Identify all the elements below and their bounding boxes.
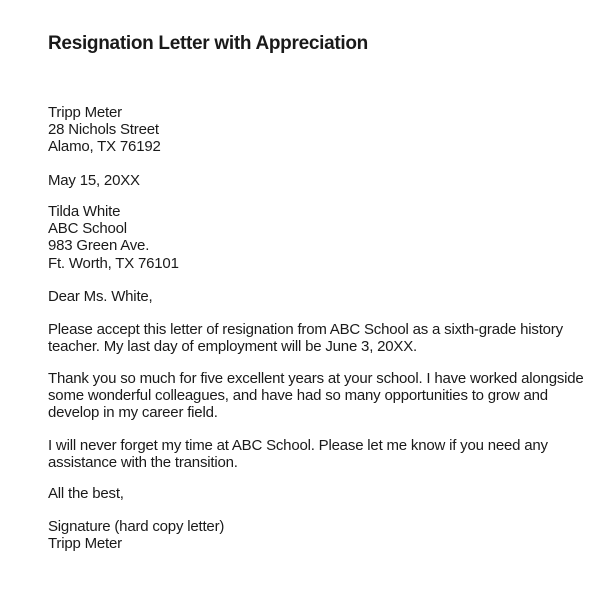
recipient-street: 983 Green Ave. xyxy=(48,237,150,255)
paragraph-line: assistance with the transition. xyxy=(48,454,238,472)
recipient-name: Tilda White xyxy=(48,203,121,220)
closing-block xyxy=(48,485,578,502)
signature-line: Signature (hard copy letter) xyxy=(48,518,225,535)
salutation-block xyxy=(48,288,578,305)
paragraph-1 xyxy=(48,321,578,355)
recipient-city: Ft. Worth, TX 76101 xyxy=(48,254,179,272)
sender-address xyxy=(48,104,578,156)
paragraph-line: Thank you so much for five excellent years at your school. I have worked alongside xyxy=(48,370,584,387)
recipient-organization: ABC School xyxy=(48,220,127,238)
paragraph-3 xyxy=(48,437,578,471)
sender-name: Tripp Meter xyxy=(48,104,122,121)
letter-date: May 15, 20XX xyxy=(48,172,140,189)
signer-name: Tripp Meter xyxy=(48,535,122,553)
document-title: Resignation Letter with Appreciation xyxy=(48,33,368,54)
signature-block xyxy=(48,518,578,552)
paragraph-line: I will never forget my time at ABC School. Please let me know if you need any xyxy=(48,437,548,454)
paragraph-line: develop in my career field. xyxy=(48,404,218,422)
letter-date-block xyxy=(48,172,578,189)
closing: All the best, xyxy=(48,485,124,502)
paragraph-line: Please accept this letter of resignation from ABC School as a sixth-grade history xyxy=(48,321,563,338)
paragraph-line: teacher. My last day of employment will be June 3, 20XX. xyxy=(48,338,417,356)
sender-city: Alamo, TX 76192 xyxy=(48,138,161,156)
recipient-address xyxy=(48,203,578,272)
paragraph-2 xyxy=(48,370,584,422)
paragraph-line: some wonderful colleagues, and have had so many opportunities to grow and xyxy=(48,387,548,405)
sender-street: 28 Nichols Street xyxy=(48,121,159,139)
salutation: Dear Ms. White, xyxy=(48,288,153,305)
